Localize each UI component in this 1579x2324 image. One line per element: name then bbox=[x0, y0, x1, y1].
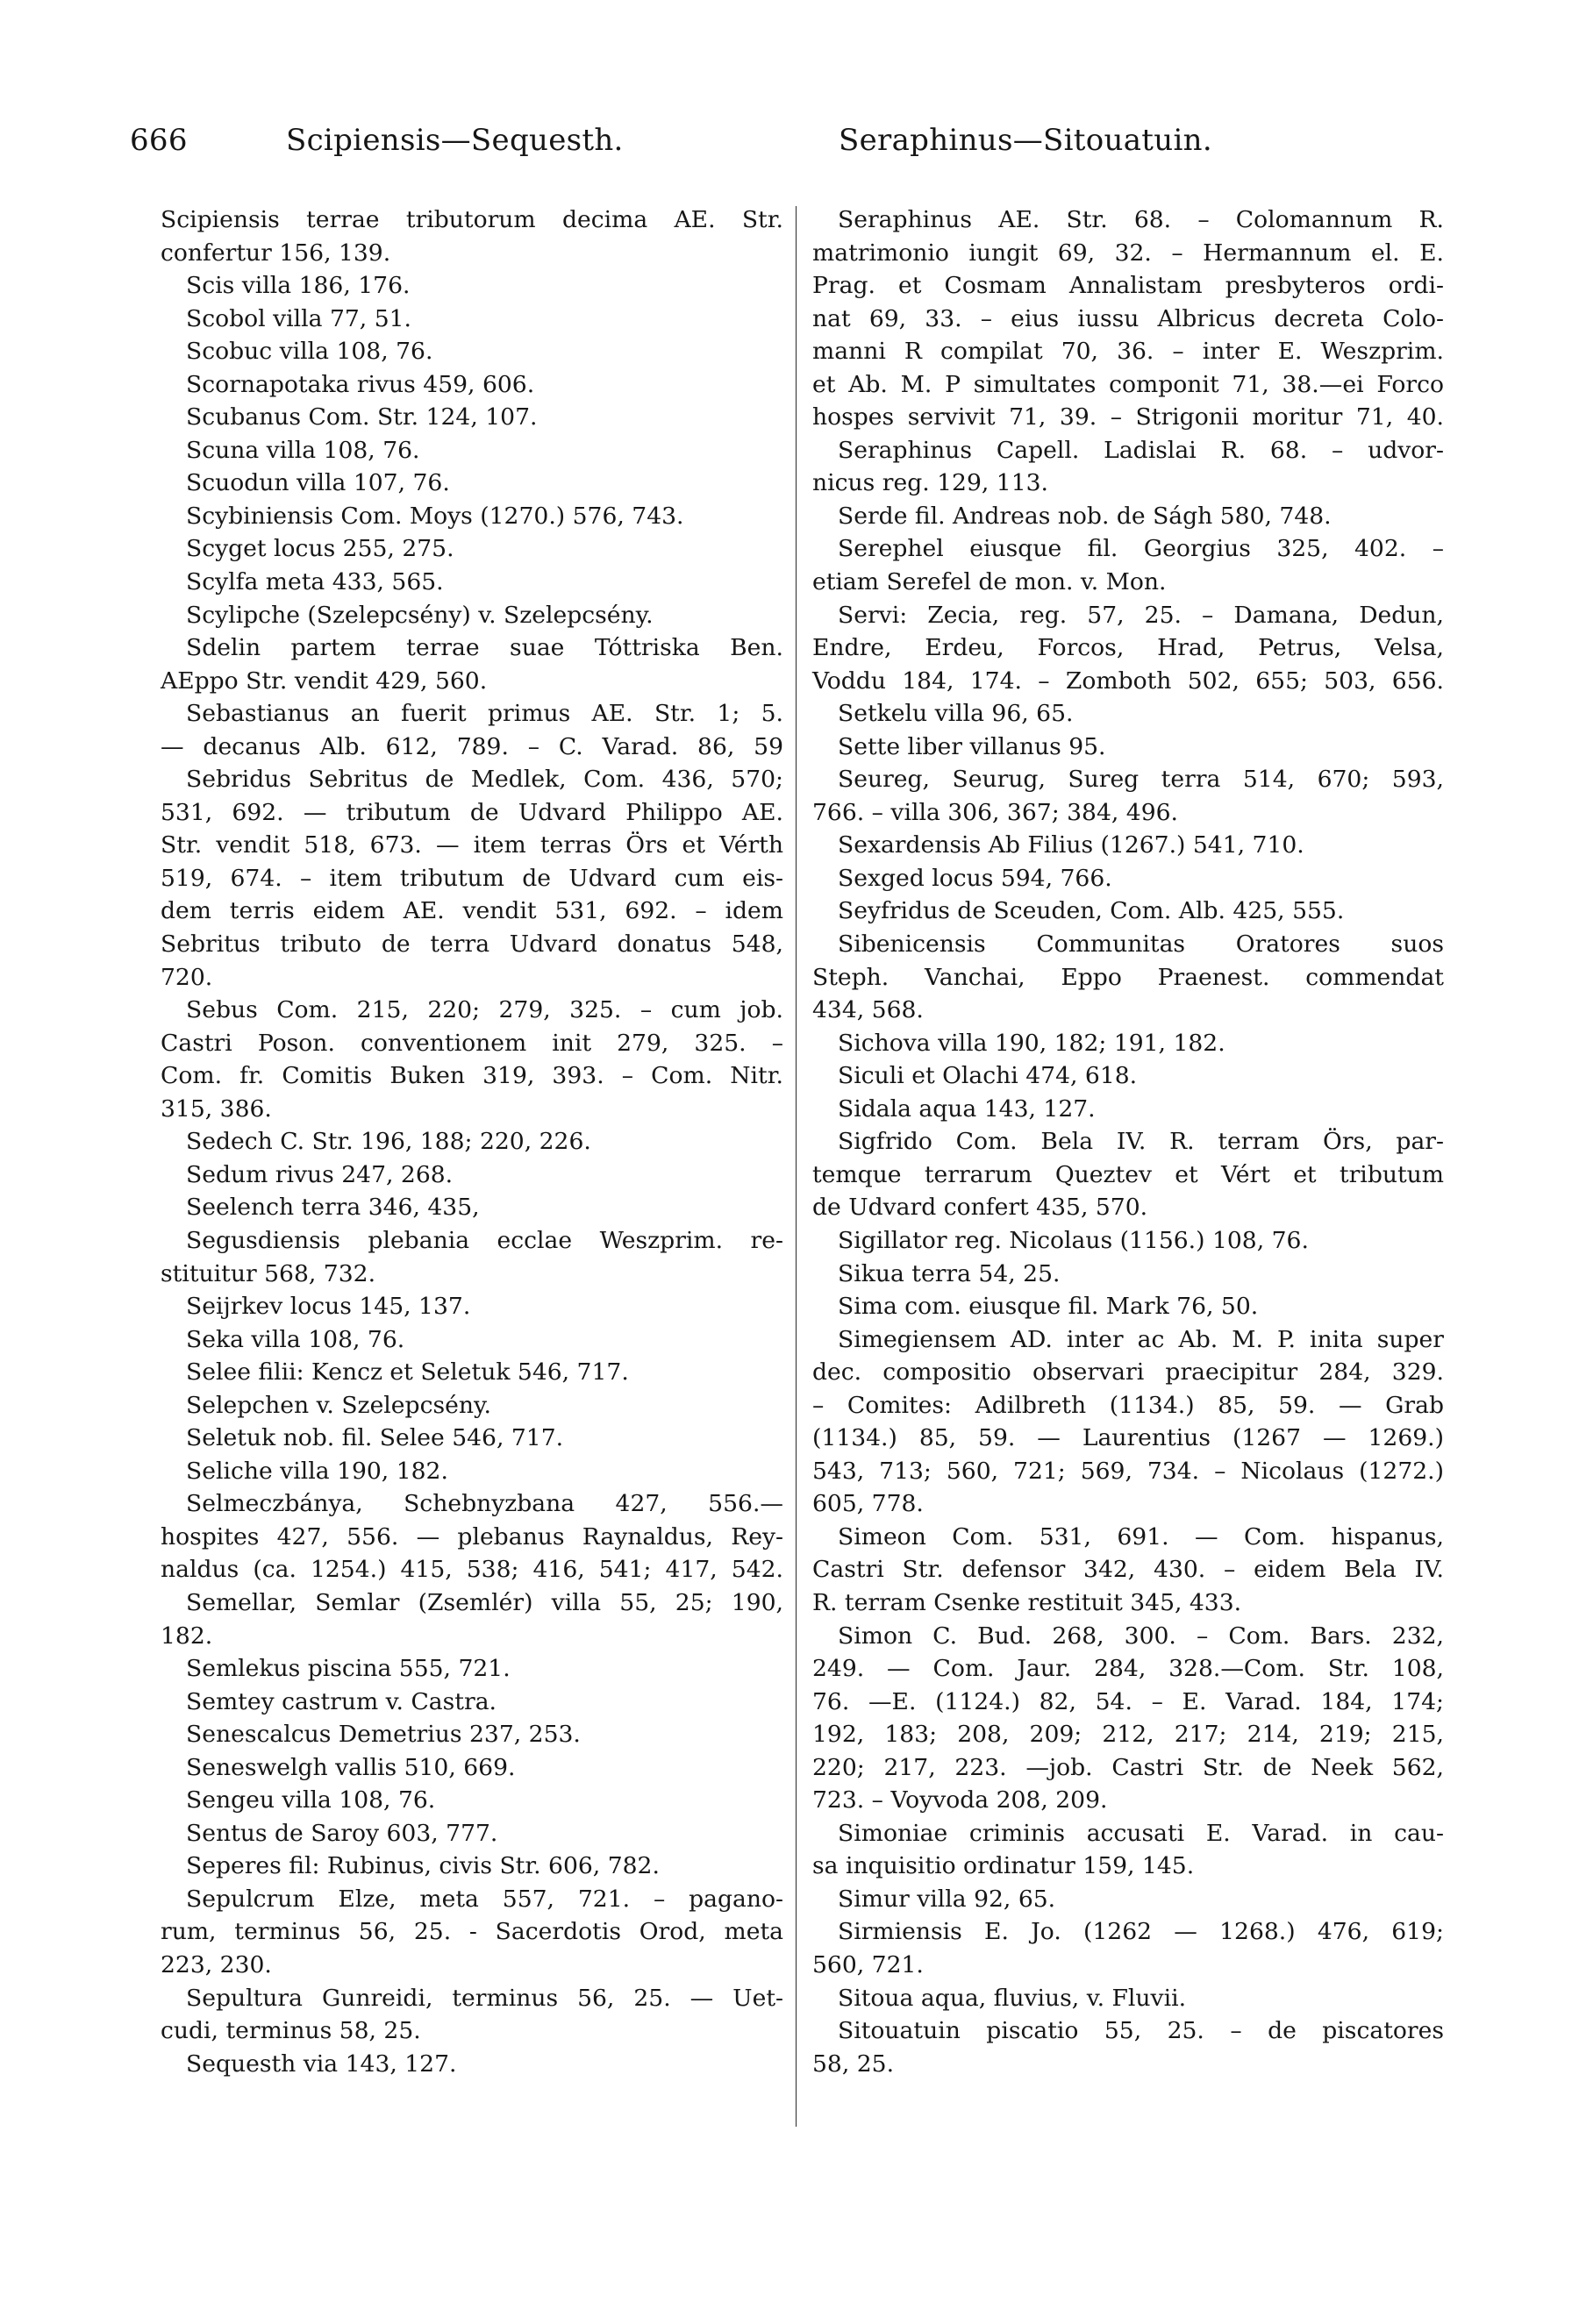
index-line: matrimonio iungit 69, 32. – Hermannum el. E. bbox=[812, 239, 1444, 267]
page-header bbox=[130, 123, 1305, 167]
index-line: 182. bbox=[161, 1622, 213, 1650]
index-line: 723. – Voyvoda 208, 209. bbox=[812, 1786, 1108, 1814]
index-line: Scipiensis terrae tributorum decima AE. Str. bbox=[161, 206, 783, 233]
index-line: manni R compilat 70, 36. – inter E. Weszprim. bbox=[812, 338, 1444, 366]
index-line: naldus (ca. 1254.) 415, 538; 416, 541; 417, 542. bbox=[161, 1556, 783, 1584]
index-line: Sitouatuin piscatio 55, 25. – de piscatores bbox=[838, 2017, 1444, 2045]
left-running-head: Scipiensis—Sequesth. bbox=[286, 123, 624, 158]
index-line: Scobol villa 77, 51. bbox=[186, 304, 412, 332]
index-line: stituitur 568, 732. bbox=[161, 1259, 376, 1287]
index-line: Seureg, Seurug, Sureg terra 514, 670; 593, bbox=[838, 766, 1444, 794]
index-line: Sexardensis Ab Filius (1267.) 541, 710. bbox=[838, 831, 1304, 859]
index-line: Sepultura Gunreidi, terminus 56, 25. — Uet- bbox=[186, 1984, 783, 2012]
index-line: 519, 674. – item tributum de Udvard cum eis- bbox=[161, 864, 783, 892]
index-line: dec. compositio observari praecipitur 284, 329. bbox=[812, 1358, 1444, 1387]
index-line: Sexged locus 594, 766. bbox=[838, 864, 1112, 892]
index-line: Simon C. Bud. 268, 300. – Com. Bars. 232, bbox=[838, 1622, 1444, 1650]
index-line: Sedum rivus 247, 268. bbox=[186, 1160, 454, 1188]
index-line: Seyfridus de Sceuden, Com. Alb. 425, 555. bbox=[838, 897, 1345, 925]
index-line: Seelench terra 346, 435, bbox=[186, 1194, 480, 1222]
index-line: confertur 156, 139. bbox=[161, 239, 391, 267]
index-line: hospites 427, 556. — plebanus Raynaldus, Rey- bbox=[161, 1522, 783, 1551]
index-line: 531, 692. — tributum de Udvard Philippo AE. bbox=[161, 798, 783, 826]
index-line: Senescalcus Demetrius 237, 253. bbox=[186, 1721, 581, 1749]
left-column bbox=[161, 203, 783, 2080]
index-line: Sebridus Sebritus de Medlek, Com. 436, 570; bbox=[186, 766, 783, 794]
index-line: 543, 713; 560, 721; 569, 734. – Nicolaus (1272.) bbox=[812, 1457, 1444, 1485]
index-line: Sibenicensis Communitas Oratores suos bbox=[838, 930, 1444, 959]
index-line: Scyget locus 255, 275. bbox=[186, 535, 454, 563]
index-line: Scylipche (Szelepcsény) v. Szelepcsény. bbox=[186, 601, 654, 629]
index-line: Sentus de Saroy 603, 777. bbox=[186, 1819, 498, 1847]
index-line: Sebus Com. 215, 220; 279, 325. – cum job. bbox=[186, 996, 783, 1024]
index-line: Prag. et Cosmam Annalistam presbyteros ordi- bbox=[812, 272, 1444, 300]
index-line: Selepchen v. Szelepcsény. bbox=[186, 1391, 491, 1419]
index-line: Sette liber villanus 95. bbox=[838, 732, 1106, 760]
index-line: 223, 230. bbox=[161, 1950, 272, 1978]
index-line: 220; 217, 223. —job. Castri Str. de Neek 562, bbox=[812, 1753, 1444, 1781]
index-line: Setkelu villa 96, 65. bbox=[838, 700, 1074, 728]
index-line: Sebastianus an fuerit primus AE. Str. 1; 5. bbox=[186, 700, 783, 728]
index-line: Scuodun villa 107, 76. bbox=[186, 469, 450, 497]
index-line: Simegiensem AD. inter ac Ab. M. P. inita super bbox=[838, 1325, 1444, 1353]
index-line: Sdelin partem terrae suae Tóttriska Ben. bbox=[186, 634, 783, 662]
index-line: Semellar, Semlar (Zsemlér) villa 55, 25; 190, bbox=[186, 1588, 783, 1616]
right-running-head: Seraphinus—Sitouatuin. bbox=[839, 123, 1212, 158]
index-line: Seraphinus Capell. Ladislai R. 68. – udvor- bbox=[838, 436, 1444, 464]
index-line: (1134.) 85, 59. — Laurentius (1267 — 1269.) bbox=[812, 1424, 1444, 1452]
index-line: Semtey castrum v. Castra. bbox=[186, 1687, 497, 1715]
index-line: Sequesth via 143, 127. bbox=[186, 2050, 457, 2078]
index-line: Selmeczbánya, Schebnyzbana 427, 556.— bbox=[186, 1490, 783, 1518]
index-line: Seka villa 108, 76. bbox=[186, 1325, 405, 1353]
index-line: Scylfa meta 433, 565. bbox=[186, 568, 444, 596]
index-line: Sikua terra 54, 25. bbox=[838, 1259, 1061, 1287]
index-line: Seliche villa 190, 182. bbox=[186, 1457, 448, 1485]
index-line: Semlekus piscina 555, 721. bbox=[186, 1655, 511, 1683]
right-column bbox=[812, 203, 1444, 2080]
index-line: Seperes fil: Rubinus, civis Str. 606, 782. bbox=[186, 1852, 660, 1880]
index-line: Seraphinus AE. Str. 68. – Colomannum R. bbox=[838, 206, 1444, 233]
index-line: 58, 25. bbox=[812, 2050, 895, 2078]
index-line: Serde fil. Andreas nob. de Ságh 580, 748. bbox=[838, 502, 1332, 530]
index-line: sa inquisitio ordinatur 159, 145. bbox=[812, 1852, 1195, 1880]
index-line: Endre, Erdeu, Forcos, Hrad, Petrus, Velsa, bbox=[812, 634, 1444, 662]
index-line: nat 69, 33. – eius iussu Albricus decreta Colo- bbox=[812, 304, 1444, 332]
index-line: — decanus Alb. 612, 789. – C. Varad. 86, 59 bbox=[161, 732, 783, 760]
index-line: etiam Serefel de mon. v. Mon. bbox=[812, 568, 1167, 596]
index-line: 605, 778. bbox=[812, 1490, 924, 1518]
index-line: Sitoua aqua, fluvius, v. Fluvii. bbox=[838, 1984, 1187, 2012]
index-line: et Ab. M. P simultates componit 71, 38.—ei Forco bbox=[812, 370, 1444, 398]
index-line: R. terram Csenke restituit 345, 433. bbox=[812, 1588, 1242, 1616]
index-line: Sengeu villa 108, 76. bbox=[186, 1786, 436, 1814]
index-line: Segusdiensis plebania ecclae Weszprim. re- bbox=[186, 1226, 783, 1254]
index-line: Scubanus Com. Str. 124, 107. bbox=[186, 403, 538, 431]
index-line: 720. bbox=[161, 963, 213, 991]
index-line: Servi: Zecia, reg. 57, 25. – Damana, Dedun, bbox=[838, 601, 1444, 629]
index-line: Str. vendit 518, 673. — item terras Örs et Vérth bbox=[161, 831, 783, 859]
index-line: Voddu 184, 174. – Zomboth 502, 655; 503, 656. bbox=[812, 667, 1444, 695]
index-line: Scis villa 186, 176. bbox=[186, 272, 411, 300]
index-line: Scornapotaka rivus 459, 606. bbox=[186, 370, 535, 398]
index-line: Sigfrido Com. Bela IV. R. terram Örs, par- bbox=[838, 1128, 1444, 1156]
index-line: Simoniae criminis accusati E. Varad. in cau- bbox=[838, 1819, 1444, 1847]
index-line: Sirmiensis E. Jo. (1262 — 1268.) 476, 619; bbox=[838, 1918, 1444, 1946]
index-line: temque terrarum Queztev et Vért et tributum bbox=[812, 1160, 1444, 1188]
index-line: Sichova villa 190, 182; 191, 182. bbox=[838, 1029, 1225, 1057]
index-line: Scybiniensis Com. Moys (1270.) 576, 743. bbox=[186, 502, 684, 530]
index-line: cudi, terminus 58, 25. bbox=[161, 2017, 421, 2045]
index-line: Scuna villa 108, 76. bbox=[186, 436, 420, 464]
index-line: Simeon Com. 531, 691. — Com. hispanus, bbox=[838, 1522, 1444, 1551]
index-line: Steph. Vanchai, Eppo Praenest. commendat bbox=[812, 963, 1444, 991]
index-line: Siculi et Olachi 474, 618. bbox=[838, 1062, 1138, 1090]
index-line: 76. —E. (1124.) 82, 54. – E. Varad. 184, 174; bbox=[812, 1687, 1444, 1715]
index-line: – Comites: Adilbreth (1134.) 85, 59. — Grab bbox=[812, 1391, 1444, 1419]
index-line: Seijrkev locus 145, 137. bbox=[186, 1293, 471, 1321]
column-divider bbox=[796, 206, 797, 2127]
index-line: Castri Poson. conventionem init 279, 325. – bbox=[161, 1029, 783, 1057]
index-line: dem terris eidem AE. vendit 531, 692. – idem bbox=[161, 897, 783, 925]
index-line: de Udvard confert 435, 570. bbox=[812, 1194, 1148, 1222]
index-line: Simur villa 92, 65. bbox=[838, 1885, 1056, 1913]
index-line: 434, 568. bbox=[812, 996, 924, 1024]
index-line: 249. — Com. Jaur. 284, 328.—Com. Str. 108, bbox=[812, 1655, 1444, 1683]
page-number: 666 bbox=[130, 123, 188, 158]
index-line: Selee filii: Kencz et Seletuk 546, 717. bbox=[186, 1358, 629, 1387]
index-line: Sepulcrum Elze, meta 557, 721. – pagano- bbox=[186, 1885, 783, 1913]
index-line: Seletuk nob. fil. Selee 546, 717. bbox=[186, 1424, 564, 1452]
index-line: 560, 721. bbox=[812, 1950, 924, 1978]
index-line: Sigillator reg. Nicolaus (1156.) 108, 76. bbox=[838, 1226, 1309, 1254]
index-line: Sima com. eiusque fil. Mark 76, 50. bbox=[838, 1293, 1259, 1321]
index-line: Sebritus tributo de terra Udvard donatus 548, bbox=[161, 930, 783, 959]
index-line: Sidala aqua 143, 127. bbox=[838, 1094, 1096, 1123]
index-line: Serephel eiusque fil. Georgius 325, 402. – bbox=[838, 535, 1444, 563]
index-line: nicus reg. 129, 113. bbox=[812, 469, 1049, 497]
index-line: Seneswelgh vallis 510, 669. bbox=[186, 1753, 516, 1781]
index-line: 766. – villa 306, 367; 384, 496. bbox=[812, 798, 1178, 826]
index-line: AEppo Str. vendit 429, 560. bbox=[161, 667, 488, 695]
index-line: hospes servivit 71, 39. – Strigonii moritur 71, 40. bbox=[812, 403, 1444, 431]
index-line: 192, 183; 208, 209; 212, 217; 214, 219; 215, bbox=[812, 1721, 1444, 1749]
index-line: Com. fr. Comitis Buken 319, 393. – Com. Nitr. bbox=[161, 1062, 783, 1090]
index-line: Scobuc villa 108, 76. bbox=[186, 338, 433, 366]
index-line: Castri Str. defensor 342, 430. – eidem Bela IV. bbox=[812, 1556, 1444, 1584]
index-line: 315, 386. bbox=[161, 1094, 272, 1123]
index-line: rum, terminus 56, 25. - Sacerdotis Orod, meta bbox=[161, 1918, 783, 1946]
index-line: Sedech C. Str. 196, 188; 220, 226. bbox=[186, 1128, 591, 1156]
